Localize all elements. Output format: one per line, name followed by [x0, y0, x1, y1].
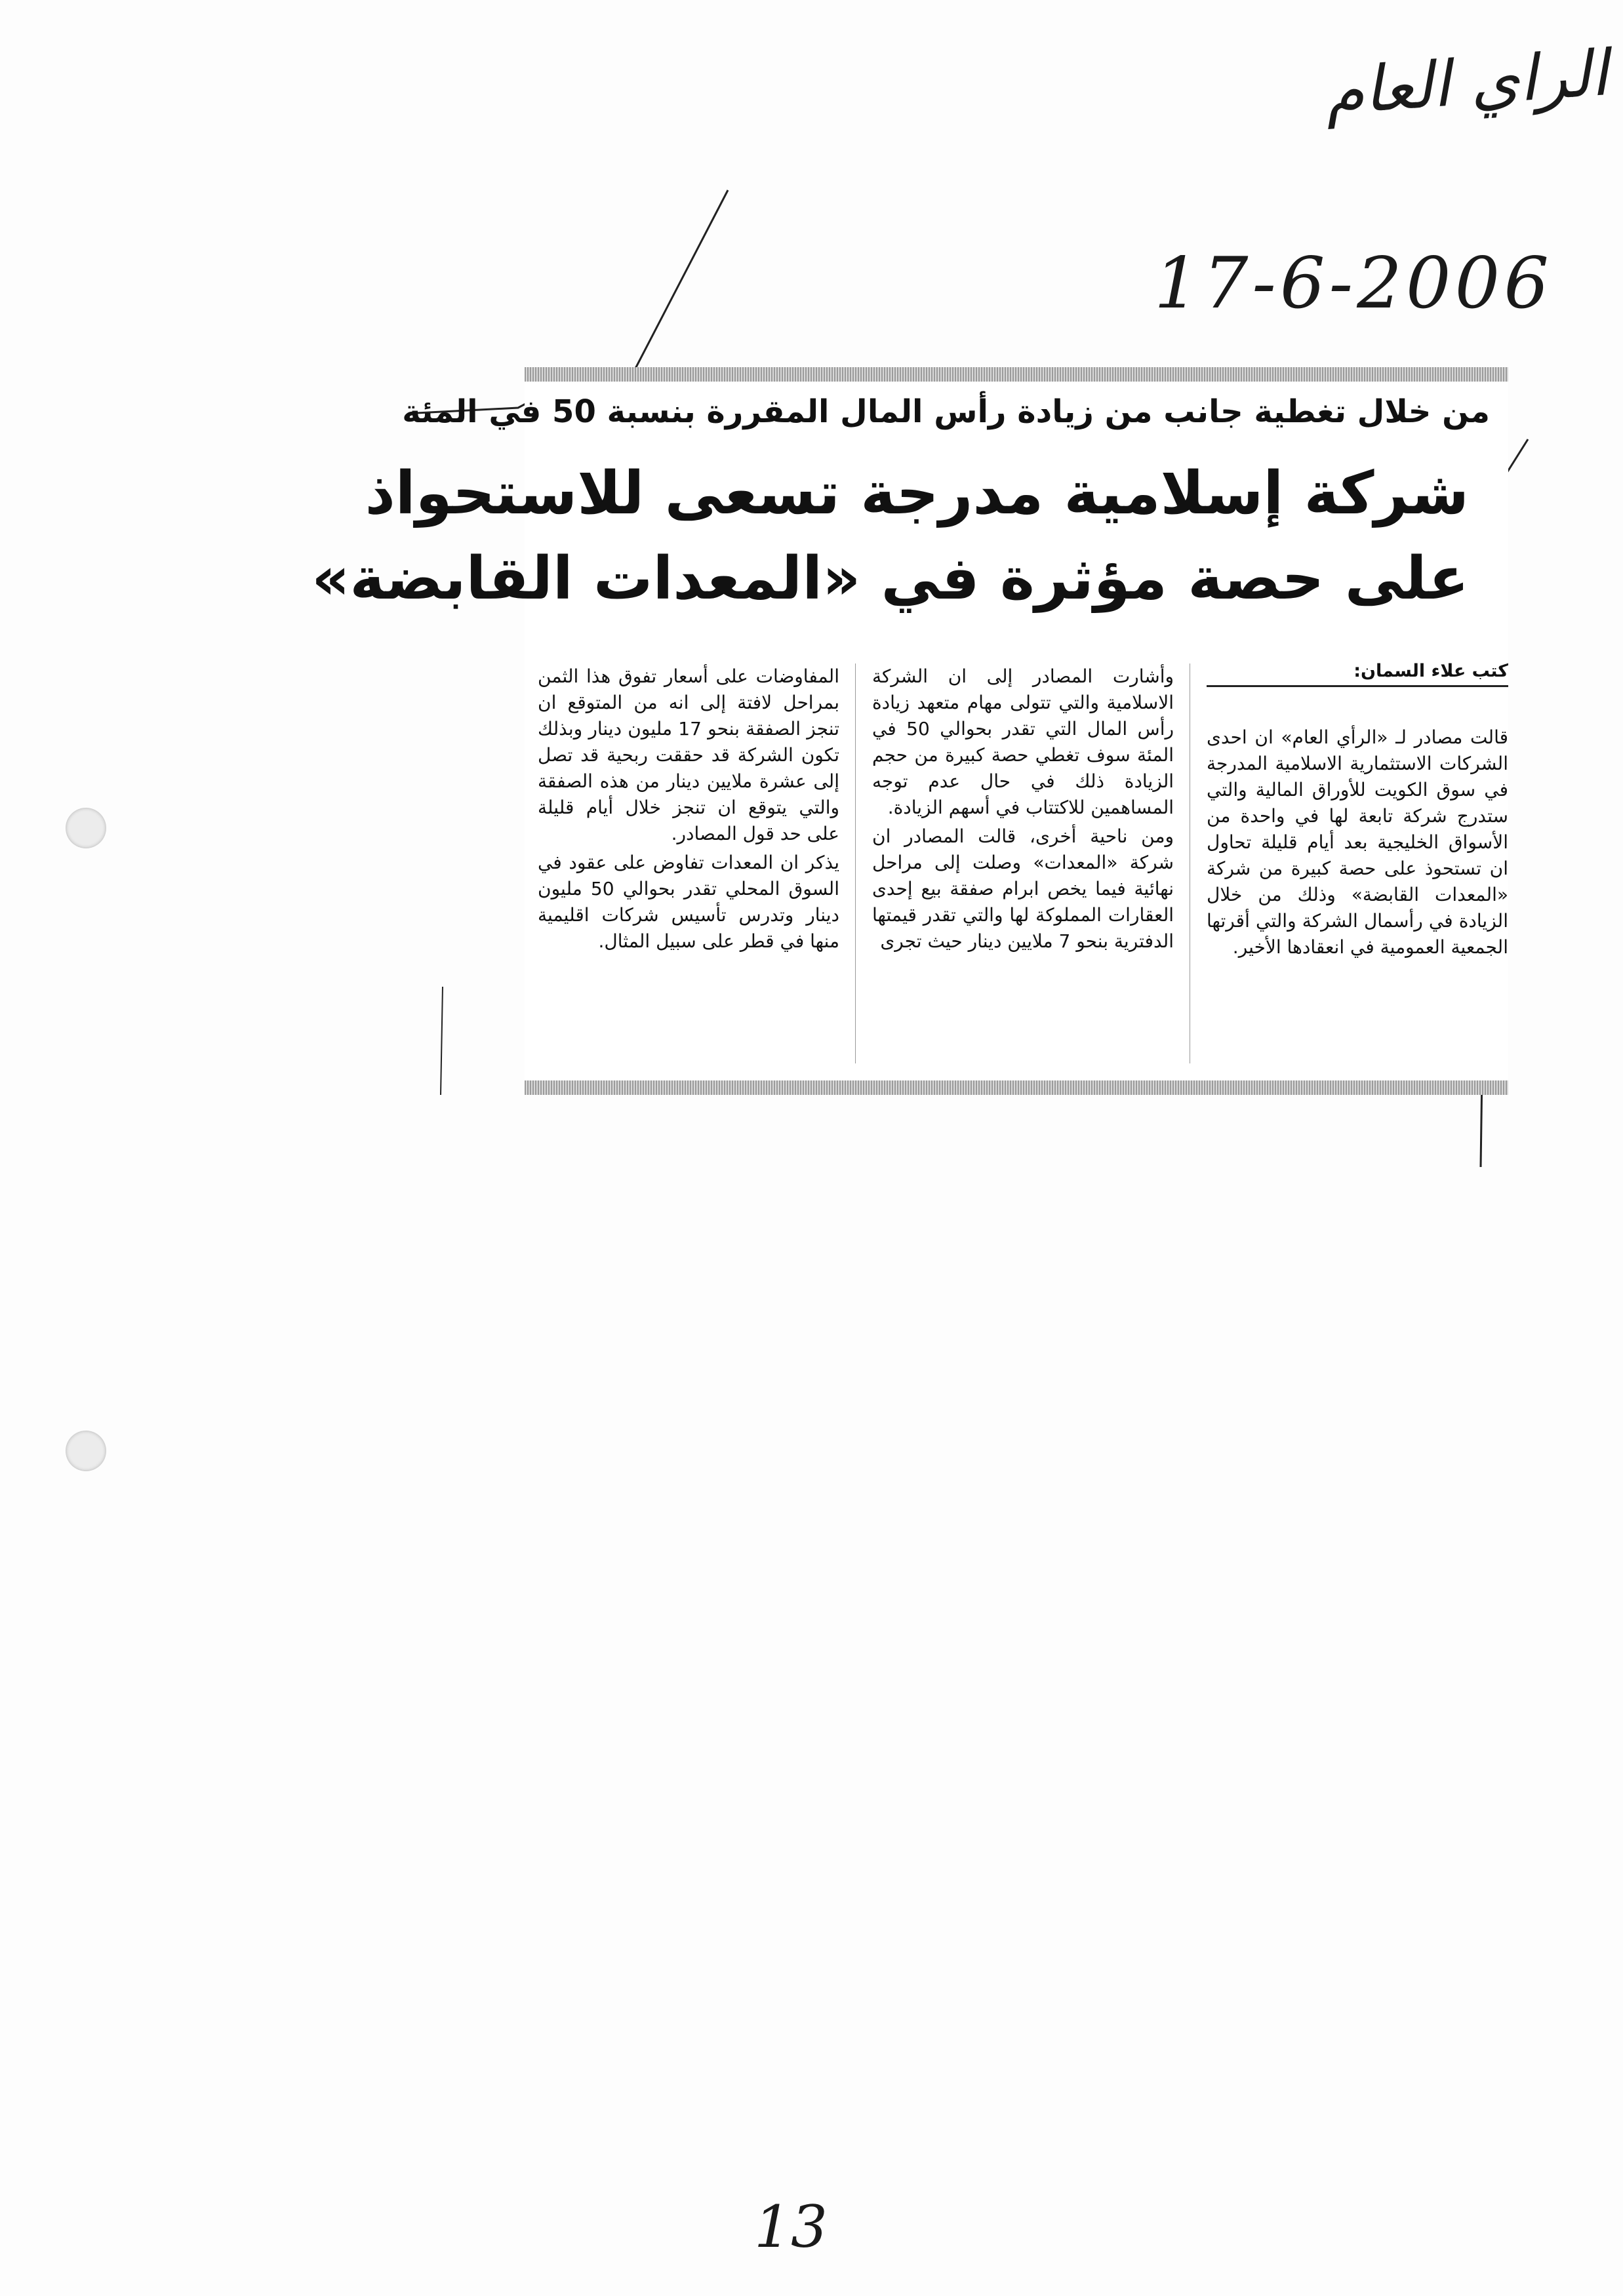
- handwritten-source-note: الراي العام: [1322, 36, 1611, 129]
- pen-stroke-bottom-left: [433, 983, 452, 1101]
- paragraph: وأشارت المصادر إلى ان الشركة الاسلامية والتي تتولى مهام متعهد زيادة رأس المال التي تقدر بحوالي 50 في المئة سوف تغطي حصة كبيرة من حجم الزيادة ذلك في حال عدم توجه المساهمين للاكتتاب في أسهم الزيادة.: [872, 665, 1174, 818]
- handwritten-date: 17-6-2006: [1154, 243, 1553, 325]
- article-kicker: من خلال تغطية جانب من زيادة رأس المال المقررة بنسبة 50 في المئة: [402, 393, 1490, 430]
- headline-line-1: شركة إسلامية مدرجة تسعى للاستحواذ: [365, 459, 1469, 528]
- headline-line-2: على حصة مؤثرة في «المعدات القابضة»: [311, 544, 1469, 613]
- paragraph: ومن ناحية أخرى، قالت المصادر ان شركة «المعدات» وصلت إلى مراحل نهائية فيما يخص ابرام صفقة بيع إحدى العقارات المملوكة لها والتي تقدر قيمتها الدفترية بنحو 7 ملايين دينار حيث تجرى: [872, 825, 1174, 952]
- top-rule: [525, 367, 1508, 382]
- paragraph: المفاوضات على أسعار تفوق هذا الثمن بمراحل لافتة إلى انه من المتوقع ان تنجز الصفقة بنحو 17 مليون دينار وبذلك تكون الشركة قد حققت ربحية قد تصل إلى عشرة ملايين دينار من هذه الصفقة والتي يتوقع ان تنجز خلال أيام قليلة على حد قول المصادر.: [538, 665, 839, 844]
- paragraph: قالت مصادر لـ «الرأي العام» ان احدى الشركات الاستثمارية الاسلامية المدرجة في سوق الكويت للأوراق المالية والتي ستدرج شركة تابعة لها في واحدة من الأسواق الخليجية بعد أيام قليلة تحاول ان تستحوذ على حصة كبيرة من شركة «المعدات القابضة» وذلك من خلال الزيادة في رأسمال الشركة والتي أقرتها الجمعية العمومية في انعقادها الأخير.: [1207, 726, 1508, 958]
- article-column-left: [538, 663, 839, 955]
- pen-stroke-diagonal: [616, 184, 734, 380]
- column-divider: [855, 663, 856, 1063]
- punch-hole-bottom: [66, 1431, 106, 1471]
- handwritten-page-number: 13: [754, 2193, 828, 2261]
- paragraph: يذكر ان المعدات تفاوض على عقود في السوق المحلي تقدر بحوالي 50 مليون دينار وتدرس تأسيس شركات اقليمية منها في قطر على سبيل المثال.: [538, 852, 839, 952]
- punch-hole-top: [66, 808, 106, 848]
- bottom-rule: [525, 1080, 1508, 1095]
- article-column-middle: [872, 663, 1174, 955]
- byline: كتب علاء السمان:: [1207, 661, 1508, 687]
- article-column-right: [1207, 724, 1508, 960]
- newspaper-clipping: [311, 367, 1508, 1095]
